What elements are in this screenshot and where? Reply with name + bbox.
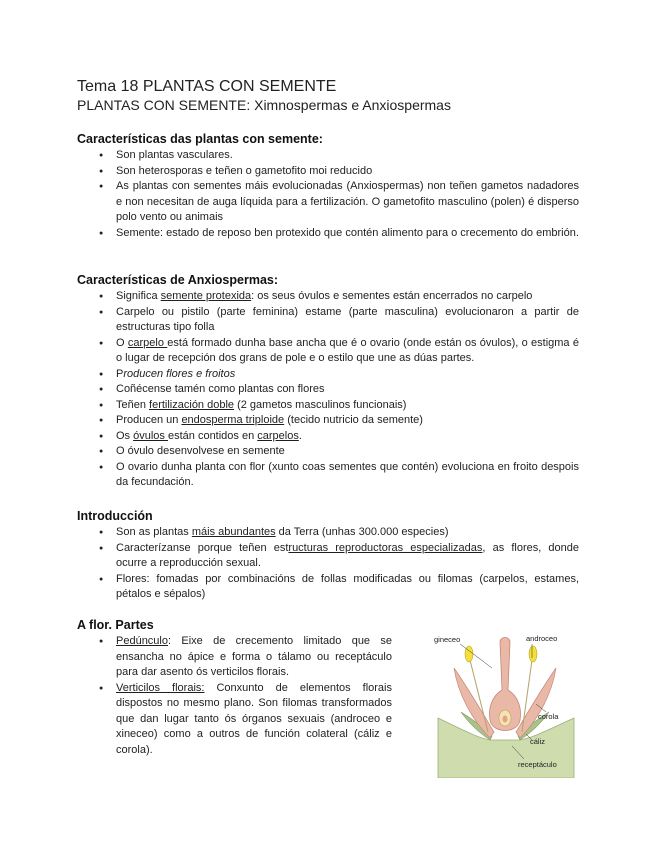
- section-heading-flower-parts: A flor. Partes: [77, 618, 154, 632]
- list-item: ● As plantas con sementes máis evolucionadas (Anxiospermas) non teñen gametos nadadores e non necesitan de auga líquida para a fertilización. O gametofito masculino (polen) é disperso polo vento ou animais: [99, 179, 579, 226]
- list-item: ● Carpelo ou pistilo (parte feminina) estame (parte masculina) evolucionaron a partir de estructuras tipo folla: [99, 305, 579, 336]
- list-item: ● Significa semente protexida: os seus óvulos e sementes están encerrados no carpelo: [99, 289, 579, 305]
- list-flower-parts: [99, 634, 392, 758]
- list-item: ● O ovario dunha planta con flor (xunto coas sementes que contén) evoluciona en froito despois da fecundación.: [99, 460, 579, 491]
- list-item: ● Os óvulos están contidos en carpelos.: [99, 429, 579, 445]
- section-heading-introduction: Introducción: [77, 509, 153, 523]
- label-receptaculo: receptáculo: [518, 760, 557, 769]
- list-seed-plants: [99, 148, 579, 241]
- list-item: ● Producen un endosperma triploide (tecido nutricio da semente): [99, 413, 579, 429]
- section-heading-seed-plants: Características das plantas con semente:: [77, 132, 323, 146]
- list-item: ● O carpelo está formado dunha base ancha que é o ovario (onde están os óvulos), o estigma é o lugar de recepción dos grans de pole e o estilo que une as dúas partes.: [99, 336, 579, 367]
- anther-shape: [529, 646, 537, 662]
- flower-diagram: [428, 628, 583, 778]
- list-item: ● Semente: estado de reposo ben protexido que contén alimento para o crecemento do embrión.: [99, 226, 579, 242]
- list-item: ● Son plantas vasculares.: [99, 148, 579, 164]
- label-corola: corola: [538, 712, 559, 721]
- list-angiosperms: [99, 289, 579, 491]
- label-androceo: androceo: [526, 634, 558, 643]
- label-gineceo: gineceo: [434, 635, 461, 644]
- section-heading-angiosperms: Características de Anxiospermas:: [77, 273, 279, 287]
- list-item: ● Producen flores e froitos: [99, 367, 579, 383]
- list-item: ● Son heterosporas e teñen o gametofito moi reducido: [99, 164, 579, 180]
- list-item: ● Flores: fomadas por combinacións de follas modificadas ou filomas (carpelos, estames, pétalos e sépalos): [99, 572, 579, 603]
- list-introduction: [99, 525, 579, 603]
- list-item: ● Teñen fertilización doble (2 gametos masculinos funcionais): [99, 398, 579, 414]
- list-item: ● Son as plantas máis abundantes da Terra (unhas 300.000 especies): [99, 525, 579, 541]
- list-item: ● Coñécense tamén como plantas con flores: [99, 382, 579, 398]
- list-item: ● Verticilos florais: Conxunto de elementos florais dispostos no mesmo plano. Son filomas transformados que dan lugar tanto ós órganos sexuais (androceo e xineceo) como a outros de función colateral (cáliz e corola).: [99, 681, 392, 759]
- page-subtitle: PLANTAS CON SEMENTE: Ximnospermas e Anxiospermas: [77, 97, 451, 113]
- list-item: ● Pedúnculo: Eixe de crecemento limitado que se ensancha no ápice e forma o tálamo ou receptáculo para dar asento ós verticilos florais.: [99, 634, 392, 681]
- list-item: ● Caracterízanse porque teñen estructuras reproductoras especializadas, as flores, donde ocurre a reproducción sexual.: [99, 541, 579, 572]
- page-title: Tema 18 PLANTAS CON SEMENTE: [77, 78, 337, 95]
- list-item: ● O óvulo desenvolvese en semente: [99, 444, 579, 460]
- label-caliz: cáliz: [530, 737, 546, 746]
